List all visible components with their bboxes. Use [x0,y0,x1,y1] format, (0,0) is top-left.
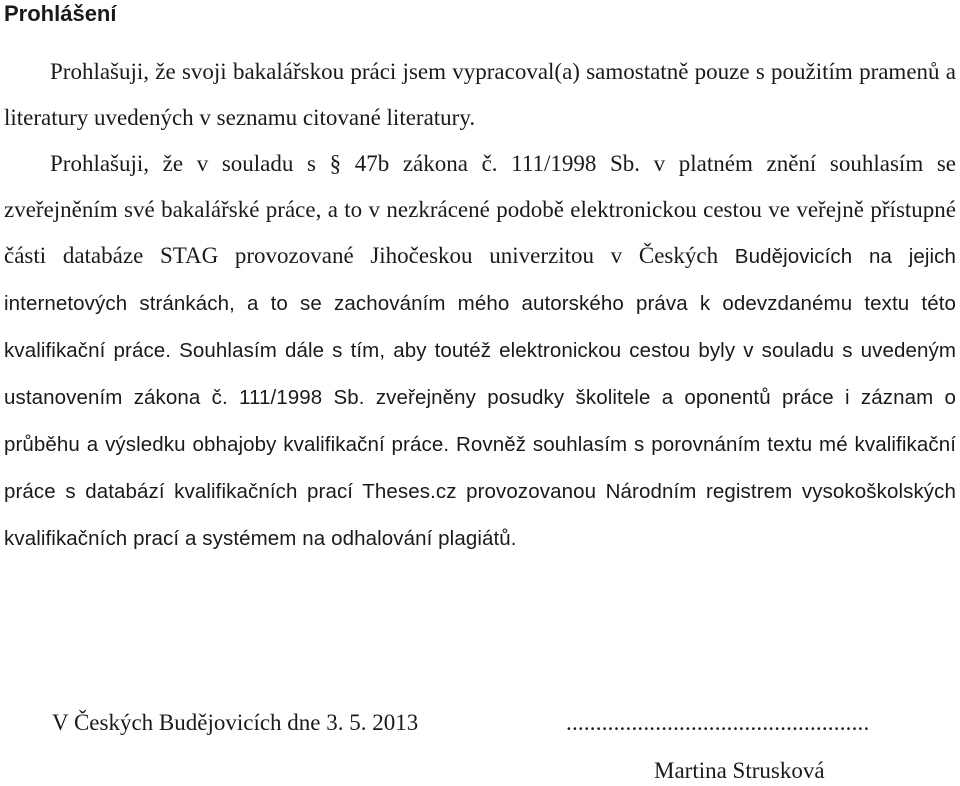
place-and-date: V Českých Budějovicích dne 3. 5. 2013 [52,710,419,735]
signature-name: Martina Strusková [654,758,825,783]
declaration-paragraph-2-lead: Prohlašuji, že v souladu s § 47b zákona č. 111/1998 Sb. v platném znění souhlasím se zveřejněním své bakalářské práce, a to v nezkrácené podobě elektronickou cestou ve veřejně přístupné části databáze STAG provozované Jihočeskou univerzitou v Českých [4,151,956,268]
signature-line: ................................................... [566,710,870,735]
declaration-paragraph-2-rest: Budějovicích na jejich internetových stránkách, a to se zachováním mého autorského práva k odevzdanému textu této kvalifikační práce. Souhlasím dále s tím, aby toutéž elektronickou cestou byly v souladu s uvedeným ustanovením zákona č. 111/1998 Sb. zveřejněny posudky školitele a oponentů práce i záznam o průběhu a výsledku obhajoby kvalifikační práce. Rovněž souhlasím s porovnáním textu mé kvalifikační práce s databází kvalifikačních prací Theses.cz provozovanou Národním registrem vysokoškolských kvalifikačních prací a systémem na odhalování plagiátů. [4,245,957,550]
declaration-paragraph-2 [4,141,956,562]
declaration-paragraph-1: Prohlašuji, že svoji bakalářskou práci jsem vypracoval(a) samostatně pouze s použitím pramenů a literatury uvedených v seznamu citované literatury. [4,59,956,130]
declaration-heading: Prohlášení [4,1,117,26]
